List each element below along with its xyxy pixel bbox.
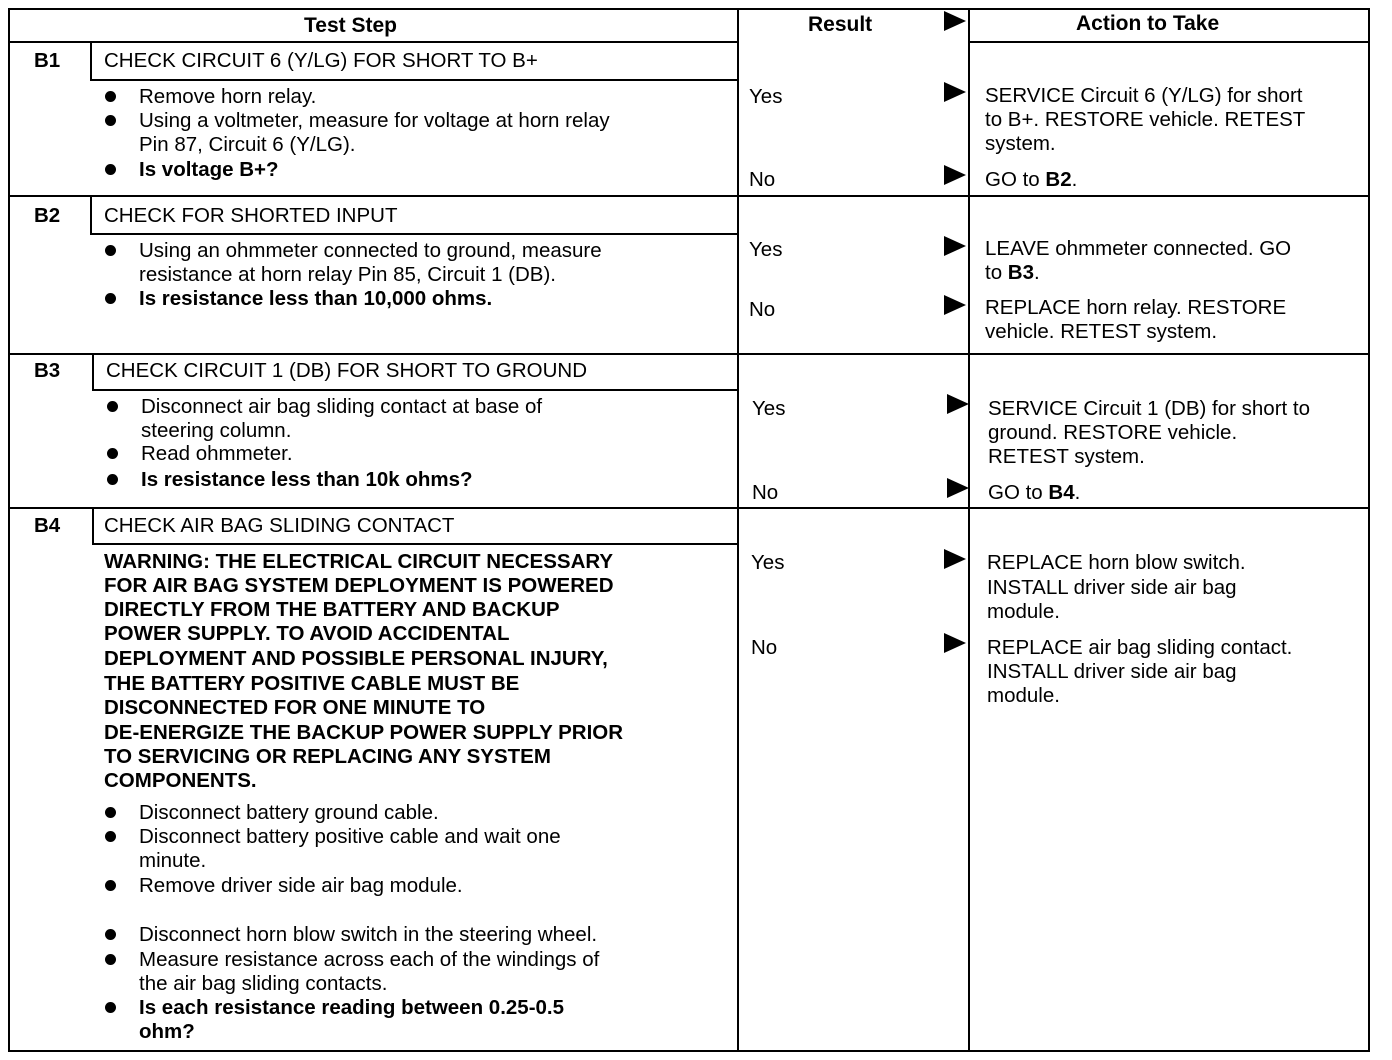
- border-right: [1368, 8, 1370, 1052]
- b4-bullet-2: Disconnect battery positive cable and wait one: [139, 825, 561, 848]
- b3-no-action-suffix: .: [1074, 481, 1081, 504]
- b1-yes-action-2: to B+. RESTORE vehicle. RETEST: [985, 108, 1306, 131]
- border-left: [8, 8, 10, 1052]
- b4-warning-3: DIRECTLY FROM THE BATTERY AND BACKUP: [104, 598, 560, 621]
- id-col-divider-b3: [92, 355, 94, 391]
- b4-warning-9: TO SERVICING OR REPLACING ANY SYSTEM: [104, 745, 551, 768]
- b4-bullet-2-cont: minute.: [139, 849, 207, 872]
- b4-id: B4: [34, 514, 61, 537]
- b1-no-action: [985, 168, 1077, 192]
- b2-yes-action-2: [985, 261, 1040, 285]
- arrow-icon: [944, 165, 966, 185]
- b3-b4-separator: [8, 507, 1370, 509]
- id-col-divider-b1: [90, 41, 92, 81]
- b3-no-action-prefix: GO to: [988, 481, 1049, 504]
- b4-yes-action-3: module.: [987, 600, 1060, 623]
- bullet-icon: [107, 401, 118, 412]
- b2-b3-separator: [8, 353, 1370, 355]
- b3-yes-label: Yes: [752, 397, 786, 420]
- bullet-icon: [105, 164, 116, 175]
- header-result: Result: [808, 13, 873, 36]
- b3-yes-action-2: ground. RESTORE vehicle.: [988, 421, 1238, 444]
- b2-yes-label: Yes: [749, 238, 783, 261]
- border-bottom: [8, 1050, 1370, 1052]
- b3-yes-action-1: SERVICE Circuit 1 (DB) for short to: [988, 397, 1311, 420]
- b4-warning-2: FOR AIR BAG SYSTEM DEPLOYMENT IS POWERED: [104, 574, 614, 597]
- bullet-icon: [105, 91, 116, 102]
- b4-warning-5: DEPLOYMENT AND POSSIBLE PERSONAL INJURY,: [104, 647, 608, 670]
- b2-id: B2: [34, 204, 61, 227]
- b1-yes-label: Yes: [749, 85, 783, 108]
- border-result-left: [737, 8, 739, 1052]
- b3-no-action: [988, 481, 1080, 505]
- border-action-left: [968, 8, 970, 1052]
- bullet-icon: [105, 929, 116, 940]
- b4-bullet-5: Measure resistance across each of the windings of: [139, 948, 600, 971]
- b4-title: CHECK AIR BAG SLIDING CONTACT: [104, 514, 455, 537]
- b3-bullet-1-cont: steering column.: [141, 419, 292, 442]
- b2-yes-action-prefix: to: [985, 261, 1008, 284]
- arrow-icon: [947, 394, 969, 414]
- bullet-icon: [105, 245, 116, 256]
- arrow-icon: [947, 478, 969, 498]
- arrow-icon: [944, 549, 966, 569]
- b4-bullet-1: Disconnect battery ground cable.: [139, 801, 439, 824]
- b4-bullet-3: Remove driver side air bag module.: [139, 874, 463, 897]
- b3-yes-action-3: RETEST system.: [988, 445, 1145, 468]
- b2-yes-action-ref: B3: [1007, 261, 1035, 284]
- b1-no-action-prefix: GO to: [985, 168, 1046, 191]
- b2-yes-action-1: LEAVE ohmmeter connected. GO: [985, 237, 1292, 260]
- b4-warning-8: DE-ENERGIZE THE BACKUP POWER SUPPLY PRIOR: [104, 721, 624, 744]
- b1-yes-action-1: SERVICE Circuit 6 (Y/LG) for short: [985, 84, 1303, 107]
- b1-no-action-ref: B2: [1045, 168, 1072, 191]
- b4-bullet-4: Disconnect horn blow switch in the steering wheel.: [139, 923, 598, 946]
- b2-yes-action-suffix: .: [1034, 261, 1040, 284]
- arrow-icon: [944, 295, 966, 315]
- bullet-icon: [105, 293, 116, 304]
- b4-no-action-1: REPLACE air bag sliding contact.: [987, 636, 1293, 659]
- b2-title: CHECK FOR SHORTED INPUT: [104, 204, 398, 227]
- b1-title-underline: [90, 79, 739, 81]
- b4-title-underline: [92, 543, 739, 545]
- b2-no-action-2: vehicle. RETEST system.: [985, 320, 1218, 343]
- b4-bullet-6: Is each resistance reading between 0.25-0.5: [139, 996, 565, 1019]
- b3-title: CHECK CIRCUIT 1 (DB) FOR SHORT TO GROUND: [106, 359, 588, 382]
- header-arrow-icon: [944, 11, 966, 31]
- b3-title-underline: [92, 389, 739, 391]
- header-divider-action: [968, 41, 1370, 43]
- header-divider: [8, 41, 739, 43]
- b1-bullet-3: Is voltage B+?: [139, 158, 279, 181]
- b1-id: B1: [34, 49, 61, 72]
- b3-id: B3: [34, 359, 61, 382]
- b3-bullet-2: Read ohmmeter.: [141, 442, 293, 465]
- b1-bullet-1: Remove horn relay.: [139, 85, 317, 108]
- b2-bullet-2: Is resistance less than 10,000 ohms.: [139, 287, 493, 310]
- bullet-icon: [105, 115, 116, 126]
- bullet-icon: [105, 954, 116, 965]
- b2-no-label: No: [749, 298, 776, 321]
- id-col-divider-b4: [92, 509, 94, 545]
- b2-title-underline: [90, 233, 739, 235]
- header-test-step: Test Step: [304, 14, 397, 37]
- b4-warning-10: COMPONENTS.: [104, 769, 257, 792]
- b4-warning-6: THE BATTERY POSITIVE CABLE MUST BE: [104, 672, 520, 695]
- border-top: [8, 8, 1370, 10]
- b4-bullet-6-cont: ohm?: [139, 1020, 195, 1043]
- b4-warning-7: DISCONNECTED FOR ONE MINUTE TO: [104, 696, 486, 719]
- bullet-icon: [105, 1002, 116, 1013]
- arrow-icon: [944, 236, 966, 256]
- b1-bullet-2-cont: Pin 87, Circuit 6 (Y/LG).: [139, 133, 356, 156]
- b4-bullet-5-cont: the air bag sliding contacts.: [139, 972, 388, 995]
- bullet-icon: [105, 807, 116, 818]
- bullet-icon: [107, 474, 118, 485]
- b3-bullet-1: Disconnect air bag sliding contact at base of: [141, 395, 543, 418]
- b3-no-action-ref: B4: [1048, 481, 1075, 504]
- b1-title: CHECK CIRCUIT 6 (Y/LG) FOR SHORT TO B+: [104, 49, 538, 72]
- id-col-divider-b2: [90, 197, 92, 235]
- bullet-icon: [107, 448, 118, 459]
- b4-yes-action-2: INSTALL driver side air bag: [987, 576, 1237, 599]
- bullet-icon: [105, 831, 116, 842]
- b3-no-label: No: [752, 481, 779, 504]
- b1-yes-action-3: system.: [985, 132, 1056, 155]
- b1-b2-separator: [8, 195, 1370, 197]
- b1-bullet-2: Using a voltmeter, measure for voltage at horn relay: [139, 109, 610, 132]
- header-action: Action to Take: [1076, 12, 1220, 35]
- b4-no-label: No: [751, 636, 778, 659]
- b1-no-action-suffix: .: [1071, 168, 1078, 191]
- b3-bullet-3: Is resistance less than 10k ohms?: [141, 468, 473, 491]
- bullet-icon: [105, 880, 116, 891]
- b2-bullet-1-cont: resistance at horn relay Pin 85, Circuit 1 (DB).: [139, 263, 556, 286]
- b4-no-action-3: module.: [987, 684, 1060, 707]
- arrow-icon: [944, 633, 966, 653]
- b4-warning-1: WARNING: THE ELECTRICAL CIRCUIT NECESSARY: [104, 550, 614, 573]
- b4-yes-label: Yes: [751, 551, 785, 574]
- b4-yes-action-1: REPLACE horn blow switch.: [987, 551, 1246, 574]
- b4-warning-4: POWER SUPPLY. TO AVOID ACCIDENTAL: [104, 622, 510, 645]
- b4-no-action-2: INSTALL driver side air bag: [987, 660, 1237, 683]
- b2-bullet-1: Using an ohmmeter connected to ground, measure: [139, 239, 602, 262]
- b1-no-label: No: [749, 168, 776, 191]
- b2-no-action-1: REPLACE horn relay. RESTORE: [985, 296, 1287, 319]
- arrow-icon: [944, 82, 966, 102]
